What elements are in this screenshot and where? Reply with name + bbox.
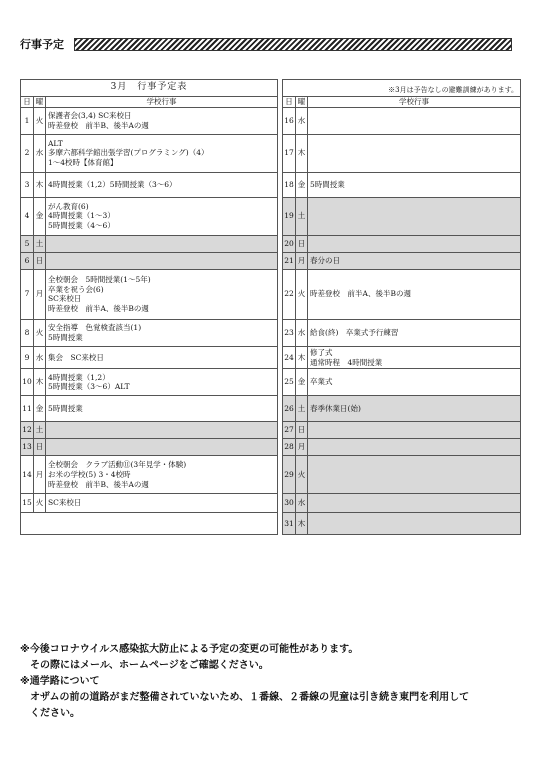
day-number: 15 (21, 494, 34, 513)
table-row (21, 107, 521, 134)
event-line: 5時間授業（4～6） (48, 221, 115, 231)
day-number: 17 (283, 134, 296, 172)
events-cell (46, 422, 278, 439)
weekday: 金 (296, 172, 308, 197)
weekday: 日 (296, 422, 308, 439)
table-row (21, 346, 521, 369)
weekday: 火 (296, 456, 308, 494)
events-cell (308, 269, 521, 319)
events-cell (308, 422, 521, 439)
notice-covid: ※今後コロナウイルス感染拡大防止による予定の変更の可能性があります。 (20, 644, 359, 655)
event-line: 全校朝会 クラブ活動⑪(3年見学・体験) (48, 460, 187, 470)
event-line: ALT (48, 138, 63, 148)
event-line: 卒業式 (310, 377, 333, 387)
day-number: 20 (283, 235, 296, 252)
events-cell (308, 197, 521, 235)
day-number: 2 (21, 134, 34, 172)
day-number: 9 (21, 346, 34, 369)
day-number: 5 (21, 235, 34, 252)
events-cell (308, 494, 521, 513)
day-number: 14 (21, 456, 34, 494)
empty-cell (21, 513, 278, 535)
events-cell (308, 134, 521, 172)
day-number: 10 (21, 369, 34, 396)
weekday: 水 (34, 346, 46, 369)
events-cell (308, 319, 521, 346)
notes (20, 642, 525, 722)
event-line: 保護者会(3,4) SC来校日 (48, 111, 132, 120)
events-cell (308, 396, 521, 422)
day-number: 7 (21, 269, 34, 319)
event-line: SC来校日 (48, 294, 82, 304)
table-row (21, 252, 521, 269)
weekday: 月 (296, 439, 308, 456)
event-line: 集会 SC来校日 (48, 352, 104, 362)
event-line: がん教育(6) (48, 201, 89, 211)
weekday: 木 (296, 134, 308, 172)
weekday: 火 (34, 494, 46, 513)
table-row (21, 439, 521, 456)
table-row (21, 319, 521, 346)
day-number: 3 (21, 172, 34, 197)
day-number: 13 (21, 439, 34, 456)
events-cell (46, 235, 278, 252)
event-line: 5時間授業（3～6）ALT (48, 382, 130, 392)
events-cell (308, 346, 521, 369)
events-cell (308, 513, 521, 535)
events-cell (46, 346, 278, 369)
event-line: 春季休業日(始) (310, 403, 361, 413)
header-events: 学校行事 (46, 97, 278, 108)
events-cell (46, 197, 278, 235)
events-cell (308, 439, 521, 456)
event-line: 4時間授業（1,2） (48, 372, 110, 382)
table-row (21, 513, 521, 535)
notice-route-body-end: ください。 (30, 708, 80, 719)
weekday: 木 (34, 369, 46, 396)
weekday: 土 (296, 396, 308, 422)
event-line: 通常時程 4時間授業 (310, 357, 383, 367)
header-weekday: 曜 (34, 97, 46, 108)
event-line: 4時間授業（1,2）5時間授業（3～6） (48, 179, 177, 189)
events-cell (46, 369, 278, 396)
hatched-divider (74, 38, 512, 51)
weekday: 金 (34, 396, 46, 422)
day-number: 27 (283, 422, 296, 439)
table-row (21, 494, 521, 513)
notice-route-body: オザムの前の道路がまだ整備されていないため、１番線、２番線の児童は引き続き東門を利用して (30, 692, 470, 703)
events-cell (46, 456, 278, 494)
evacuation-drill-note: ※3月は予告なしの避難訓練があります。 (283, 80, 521, 97)
weekday: 水 (296, 319, 308, 346)
table-row (21, 269, 521, 319)
events-cell (308, 235, 521, 252)
day-number: 12 (21, 422, 34, 439)
events-cell (46, 439, 278, 456)
header-weekday: 曜 (296, 97, 308, 108)
event-line: 多摩六都科学館出張学習(プログラミング)（4） (48, 148, 209, 158)
weekday: 月 (34, 269, 46, 319)
event-line: 卒業を祝う会(6) (48, 284, 104, 294)
weekday: 月 (296, 252, 308, 269)
event-line: お米の学校(5) 3・4校時 (48, 469, 131, 479)
section-header (20, 38, 512, 52)
event-line: 1～4校時【体育館】 (48, 158, 118, 168)
event-line: 時差登校 前半A、後半Bの週 (48, 304, 149, 313)
events-cell (46, 107, 278, 134)
day-number: 31 (283, 513, 296, 535)
events-cell (308, 252, 521, 269)
table-row (21, 134, 521, 172)
events-cell (46, 319, 278, 346)
weekday: 火 (34, 107, 46, 134)
table-row (21, 422, 521, 439)
day-number: 4 (21, 197, 34, 235)
table-row (21, 235, 521, 252)
weekday: 木 (296, 346, 308, 369)
notice-check-email: その際にはメール、ホームページをご確認ください。 (30, 660, 269, 671)
event-line: SC来校日 (48, 498, 82, 508)
event-line: 給食(終) 卒業式予行練習 (310, 327, 399, 337)
weekday: 金 (296, 369, 308, 396)
day-number: 29 (283, 456, 296, 494)
table-row (21, 396, 521, 422)
events-cell (46, 396, 278, 422)
table-header-row (21, 97, 521, 108)
weekday: 木 (296, 513, 308, 535)
table-row (21, 369, 521, 396)
event-line: 5時間授業 (48, 403, 83, 413)
header-day: 日 (283, 97, 296, 108)
event-line: 修了式 (310, 347, 333, 357)
table-row (21, 456, 521, 494)
section-title: 行事予定 (20, 38, 64, 51)
day-number: 21 (283, 252, 296, 269)
weekday: 月 (34, 456, 46, 494)
day-number: 11 (21, 396, 34, 422)
event-line: 春分の日 (310, 255, 341, 265)
events-cell (46, 134, 278, 172)
event-line: 5時間授業 (310, 179, 345, 189)
day-number: 19 (283, 197, 296, 235)
day-number: 6 (21, 252, 34, 269)
weekday: 金 (34, 197, 46, 235)
schedule-table (20, 79, 521, 535)
weekday: 火 (296, 269, 308, 319)
day-number: 24 (283, 346, 296, 369)
event-line: 時差登校 前半B、後半Aの週 (48, 120, 149, 130)
events-cell (308, 456, 521, 494)
event-line: 時差登校 前半B、後半Aの週 (48, 479, 149, 489)
event-line: 時差登校 前半A、後半Bの週 (310, 289, 411, 299)
weekday: 日 (296, 235, 308, 252)
event-line: 5時間授業 (48, 332, 83, 342)
header-day: 日 (21, 97, 34, 108)
table-row (21, 197, 521, 235)
notice-route-heading: ※通学路について (20, 676, 100, 687)
events-cell (46, 494, 278, 513)
weekday: 土 (34, 422, 46, 439)
header-events: 学校行事 (308, 97, 521, 108)
weekday: 木 (34, 172, 46, 197)
events-cell (308, 369, 521, 396)
weekday: 土 (34, 235, 46, 252)
weekday: 水 (296, 107, 308, 134)
day-number: 1 (21, 107, 34, 134)
day-number: 25 (283, 369, 296, 396)
weekday: 水 (296, 494, 308, 513)
events-cell (308, 107, 521, 134)
event-line: 4時間授業（1～3） (48, 211, 115, 221)
day-number: 18 (283, 172, 296, 197)
weekday: 日 (34, 439, 46, 456)
table-title-row (21, 80, 521, 97)
table-row (21, 172, 521, 197)
weekday: 水 (34, 134, 46, 172)
event-line: 全校朝会 5時間授業(1～5年) (48, 274, 151, 284)
event-line: 安全指導 色覚検査該当(1) (48, 323, 142, 332)
month-label: 3月 行事予定表 (21, 80, 278, 97)
day-number: 22 (283, 269, 296, 319)
day-number: 23 (283, 319, 296, 346)
events-cell (46, 172, 278, 197)
day-number: 16 (283, 107, 296, 134)
events-cell (308, 172, 521, 197)
day-number: 28 (283, 439, 296, 456)
day-number: 8 (21, 319, 34, 346)
day-number: 26 (283, 396, 296, 422)
weekday: 火 (34, 319, 46, 346)
day-number: 30 (283, 494, 296, 513)
weekday: 土 (296, 197, 308, 235)
events-cell (46, 269, 278, 319)
weekday: 日 (34, 252, 46, 269)
events-cell (46, 252, 278, 269)
